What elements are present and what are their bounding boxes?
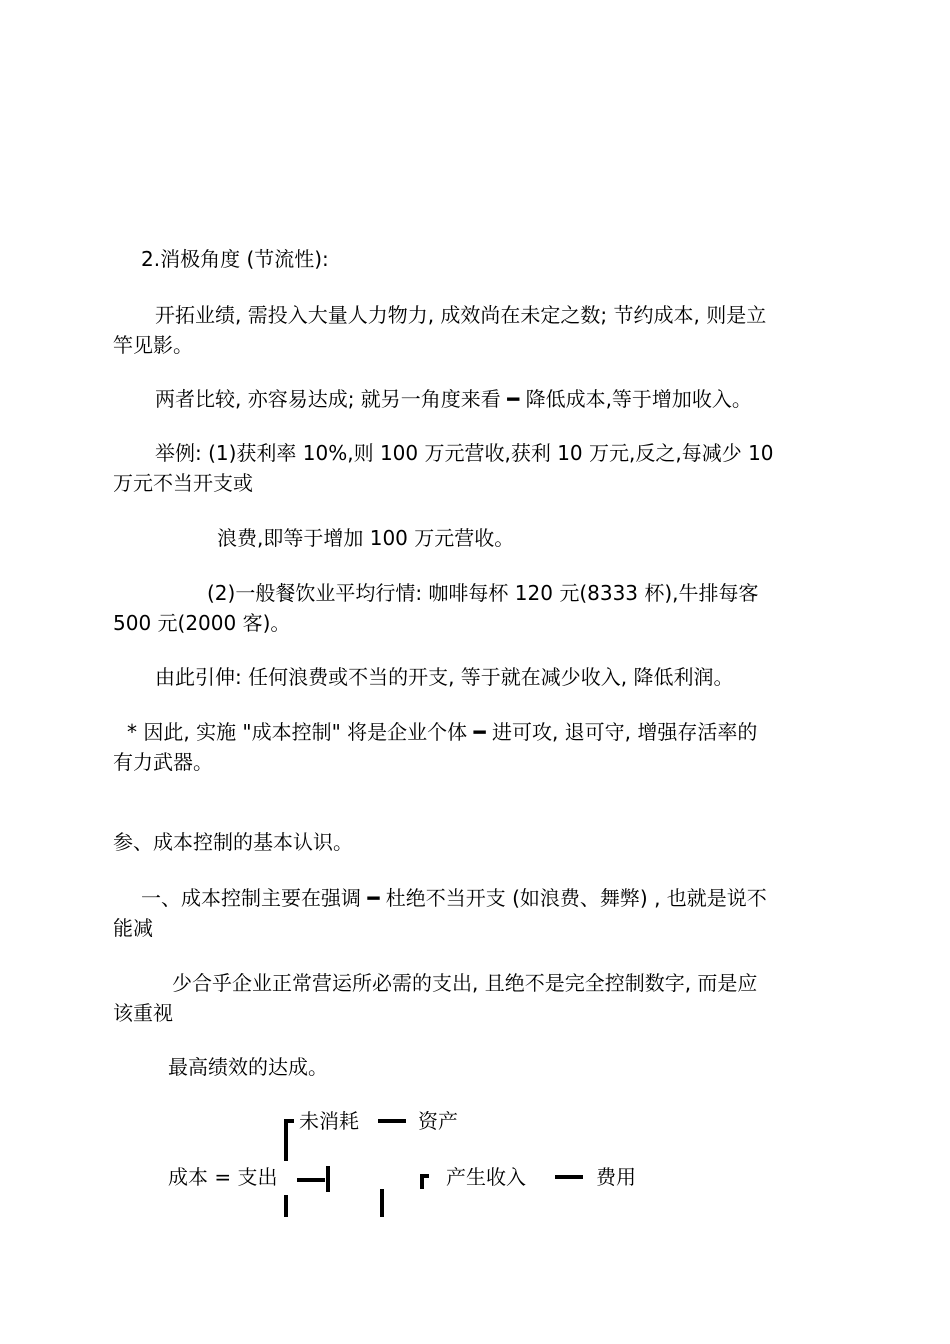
item-1-line-2: 能减	[113, 916, 153, 940]
diagram-root-label: 成本 = 支出	[168, 1165, 278, 1189]
diagram-brace-upper-vertical	[284, 1119, 288, 1161]
paragraph-4-line-2: 有力武器。	[113, 750, 213, 774]
section-heading-2: 2.消极角度 (节流性):	[141, 247, 329, 271]
example-2-line-1: (2)一般餐饮业平均行情: 咖啡每杯 120 元(8333 杯),牛排每客	[207, 581, 759, 605]
paragraph-4-line-1: * 因此, 实施 "成本控制" 将是企业个体 ━ 进可攻, 退可守, 增强存活率的	[127, 720, 758, 744]
diagram-expense-dash	[555, 1175, 583, 1179]
diagram-brace-upper-tick	[284, 1119, 294, 1123]
item-1-line-3: 少合乎企业正常营运所必需的支出, 且绝不是完全控制数字, 而是应	[172, 971, 758, 995]
diagram-brace-lower-vertical	[284, 1195, 288, 1217]
diagram-expense-label: 费用	[596, 1165, 636, 1189]
paragraph-2: 两者比较, 亦容易达成; 就另一角度来看 ━ 降低成本,等于增加收入。	[155, 387, 752, 411]
paragraph-1-line-2: 竿见影。	[113, 333, 193, 357]
diagram-brace-stem-end	[326, 1166, 330, 1192]
paragraph-3: 由此引伸: 任何浪费或不当的开支, 等于就在减少收入, 降低利润。	[155, 665, 734, 689]
diagram-revenue-label: 产生收入	[446, 1165, 526, 1189]
example-1-line-3: 浪费,即等于增加 100 万元营收。	[217, 526, 515, 550]
example-2-line-2: 500 元(2000 客)。	[113, 611, 291, 635]
diagram-asset-dash	[378, 1119, 406, 1123]
diagram-sub-vertical	[380, 1189, 384, 1217]
item-1-line-5: 最高绩效的达成。	[168, 1055, 328, 1079]
diagram-sub-brace-tick	[420, 1174, 429, 1178]
diagram-brace-stem	[297, 1178, 325, 1182]
diagram-asset-label: 资产	[418, 1109, 458, 1133]
example-1-line-1: 举例: (1)获利率 10%,则 100 万元营收,获利 10 万元,反之,每减少 10	[155, 441, 774, 465]
diagram-unconsumed-label: 未消耗	[299, 1109, 359, 1133]
item-1-line-4: 该重视	[113, 1001, 173, 1025]
item-1-line-1: 一、成本控制主要在强调 ━ 杜绝不当开支 (如浪费、舞弊) , 也就是说不	[141, 886, 767, 910]
section-heading-3: 参、成本控制的基本认识。	[113, 830, 353, 854]
paragraph-1-line-1: 开拓业绩, 需投入大量人力物力, 成效尚在未定之数; 节约成本, 则是立	[155, 303, 767, 327]
example-1-line-2: 万元不当开支或	[113, 471, 253, 495]
